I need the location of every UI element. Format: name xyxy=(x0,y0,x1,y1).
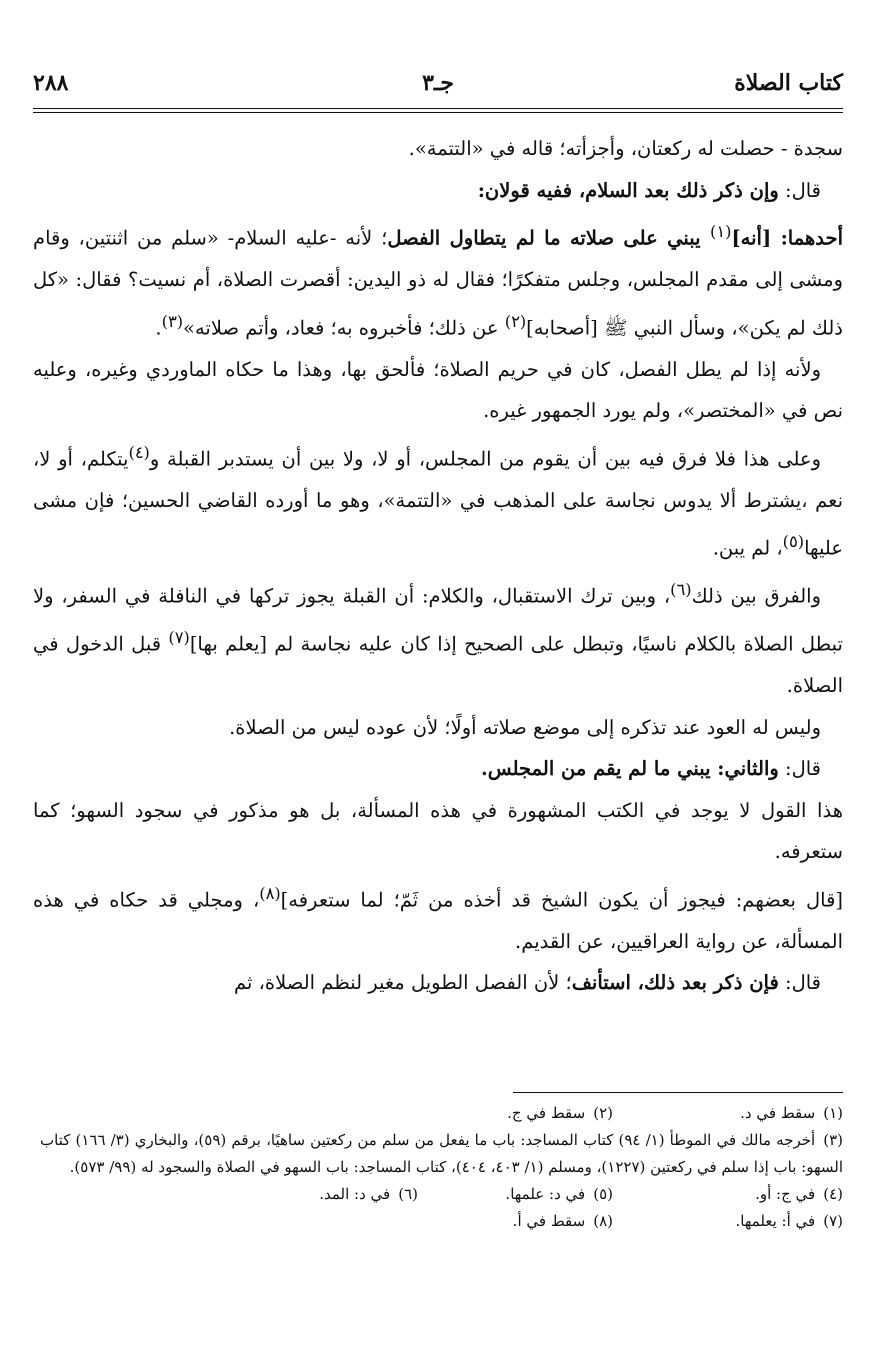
footnote-7: (٧)في أ: يعلمها. xyxy=(735,1212,843,1230)
footnote-1: (١)سقط في د. xyxy=(740,1104,843,1122)
footnote-ref[interactable]: (٤) xyxy=(128,442,150,462)
footnote-ref[interactable]: (٧) xyxy=(168,628,190,647)
footnote-2: (٢)سقط في ج. xyxy=(507,1104,613,1122)
footnotes xyxy=(40,1100,843,1235)
paragraph-1: سجدة - حصلت له ركعتان، وأجزأته؛ قاله في «التتمة». xyxy=(408,137,843,160)
header-rule xyxy=(33,108,843,113)
book-title: كتاب الصلاة xyxy=(734,70,843,96)
footnote-separator xyxy=(513,1092,843,1093)
paragraph-2: قال: وإن ذكر ذلك بعد السلام، ففيه قولان: xyxy=(477,178,821,202)
paragraph-5: وعلى هذا فلا فرق فيه بين أن يقوم من المجلس، أو لا، ولا بين أن يستدبر القبلة و$^{(٤)}$يتكلم، أو لا، نعم ،يشترط ألا يدوس نجاسة على المذهب في «التتمة»، وهو ما أورده القاضي الحسين؛ فإن مشى عليها$^{(٥)}$، لم يبن. xyxy=(33,442,843,560)
footnote-4: (٤)في ج: أو. xyxy=(755,1185,843,1203)
paragraph-10: [قال بعضهم: فيجوز أن يكون الشيخ قد أخذه من ثَمّ؛ لما ستعرفه]$^{(٨)}$، ومجلي قد حكاه في هذه المسألة، عن رواية العراقيين، عن القديم. xyxy=(33,883,843,953)
paragraph-8: قال: والثاني: يبني ما لم يقم من المجلس. xyxy=(480,757,821,780)
footnote-8: (٨)سقط في أ. xyxy=(512,1212,613,1230)
paragraph-3: أحدهما: [أنه]$^{(١)}$ يبني على صلاته ما لم يتطاول الفصل؛ لأنه -عليه السلام- «سلم من اثنتين، وقام ومشى إلى مقدم المجلس، وجلس متفكرًا؛ فقال له ذو اليدين: أقصرت الصلاة، أم نسيت؟ فقال: «كل ذلك لم يكن»، وسأل النبي ﷺ [أصحابه]$^{(٢)}$ عن ذلك؛ فأخبروه به؛ فعاد، وأتم صلاته»$^{(٣)}$. xyxy=(33,222,843,339)
footnote-ref[interactable]: (٨) xyxy=(259,883,281,903)
footnote-ref[interactable]: (٦) xyxy=(670,580,692,599)
footnote-3: (٣)أخرجه مالك في الموطأ (١/ ٩٤) كتاب المساجد: باب ما يفعل من سلم من ركعتين ساهيًا، برقم (٥٩)، والبخاري (٣/ ١٦٦) كتاب السهو: باب إذا سلم في ركعتين (١٢٢٧)، ومسلم (١/ ٤٠٣، ٤٠٤)، كتاب المساجد: باب السهو في الصلاة والسجود له (٩٩/ ٥٧٣). xyxy=(40,1131,843,1176)
footnote-5: (٥)في د: علمها. xyxy=(505,1185,613,1203)
footnote-row xyxy=(40,1208,843,1235)
page-number: ٢٨٨ xyxy=(33,70,69,96)
footnote-ref[interactable]: (٣) xyxy=(161,311,184,331)
footnote-6: (٦)في د: المد. xyxy=(319,1185,418,1203)
paragraph-7: وليس له العود عند تذكره إلى موضع صلاته أولًا؛ لأن عوده ليس من الصلاة. xyxy=(229,715,821,739)
paragraph-6: والفرق بين ذلك$^{(٦)}$، وبين ترك الاستقبال، والكلام: أن القبلة يجوز تركها في النافلة في السفر، ولا تبطل الصلاة بالكلام ناسيًا، وتبطل على الصحيح إذا كان عليه نجاسة لم [يعلم بها]$^{(٧)}$ قبل الدخول في الصلاة. xyxy=(33,580,843,697)
footnote-ref[interactable]: (٢) xyxy=(504,311,527,331)
footnote-row xyxy=(40,1100,843,1127)
volume-label: جـ٣ xyxy=(422,70,454,96)
running-header xyxy=(33,68,843,106)
footnote-ref[interactable]: (١) xyxy=(710,222,732,241)
paragraph-9: هذا القول لا يوجد في الكتب المشهورة في هذه المسألة، بل هو مذكور في سجود السهو؛ كما ستعرفه. xyxy=(33,798,843,863)
paragraph-11: قال: فإن ذكر بعد ذلك، استأنف؛ لأن الفصل الطويل مغير لنظم الصلاة، ثم xyxy=(234,971,821,994)
footnote-row xyxy=(40,1181,843,1208)
footnote-ref[interactable]: (٥) xyxy=(782,532,805,551)
paragraph-4: ولأنه إذا لم يطل الفصل، كان في حريم الصلاة؛ فألحق بها، وهذا ما حكاه الماوردي وغيره، وعليه نص في «المختصر»، ولم يورد الجمهور غيره. xyxy=(33,357,843,422)
main-text xyxy=(33,128,843,1004)
